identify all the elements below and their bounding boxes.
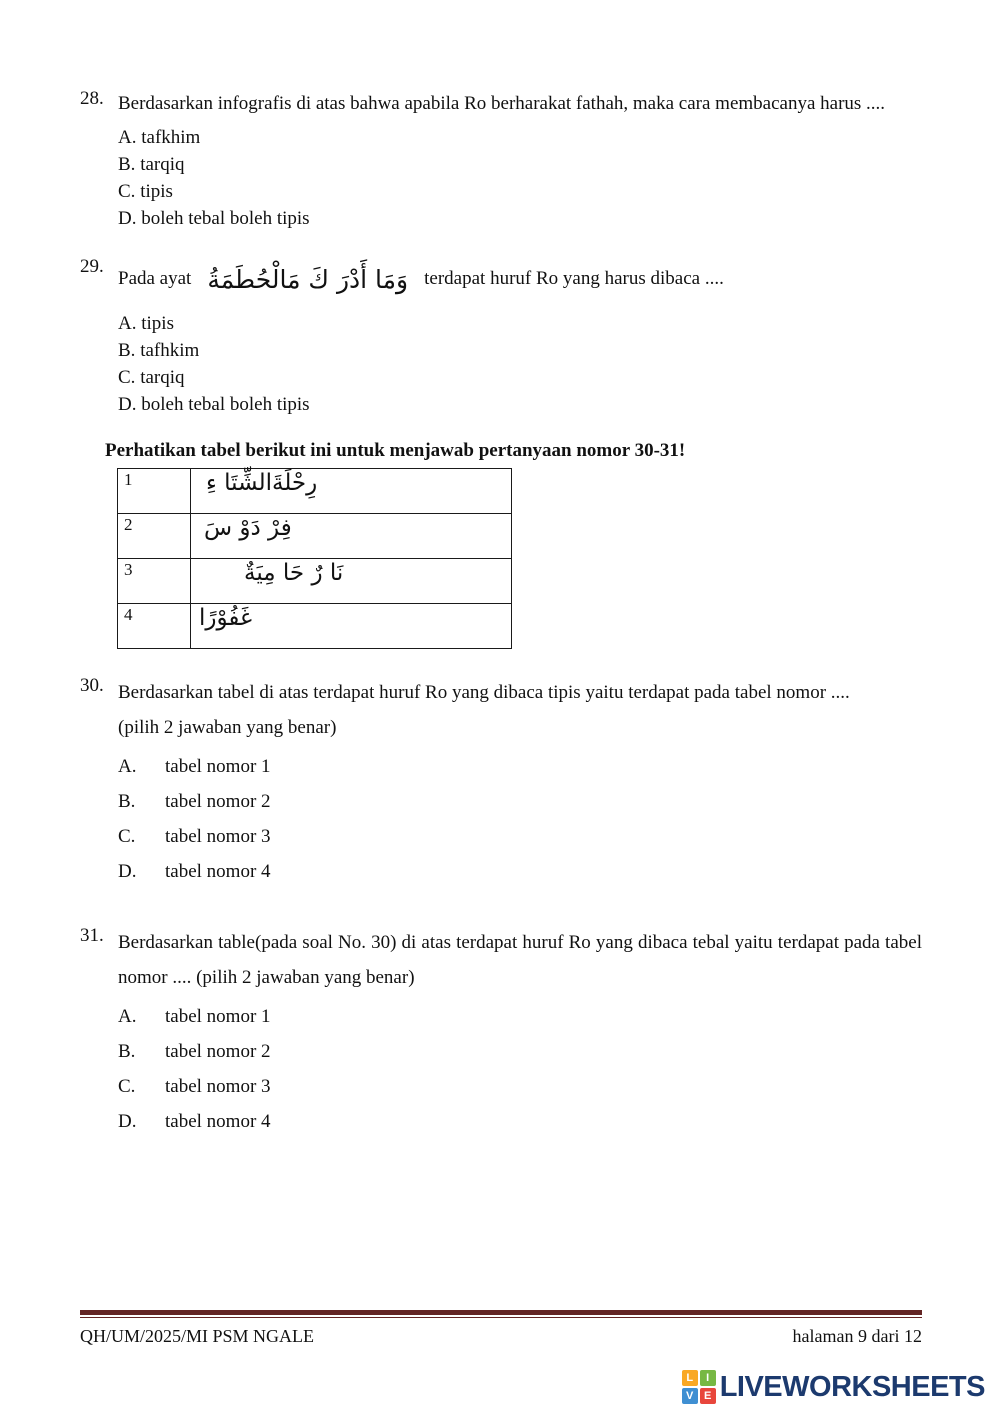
question-text-before: Pada ayat bbox=[118, 268, 192, 289]
arabic-text: غَفُوْرًا bbox=[199, 605, 253, 631]
table-row bbox=[118, 604, 512, 649]
option-letter: C. bbox=[118, 1076, 136, 1097]
arabic-examples-table bbox=[117, 468, 512, 649]
option-label: tabel nomor 3 bbox=[165, 1076, 271, 1097]
page-footer bbox=[80, 1322, 922, 1350]
liveworksheets-logo[interactable] bbox=[682, 1370, 985, 1404]
option-label: tipis bbox=[140, 181, 173, 202]
option-a[interactable] bbox=[118, 749, 922, 784]
option-letter: D. bbox=[118, 394, 137, 415]
question-29 bbox=[80, 256, 922, 418]
logo-square-v: V bbox=[682, 1388, 698, 1404]
option-d[interactable] bbox=[118, 391, 922, 418]
page-number: halaman 9 dari 12 bbox=[792, 1326, 922, 1346]
logo-square-e: E bbox=[700, 1388, 716, 1404]
option-letter: A. bbox=[118, 1006, 137, 1027]
question-31 bbox=[80, 925, 922, 1139]
row-arabic-cell bbox=[191, 559, 512, 604]
liveworksheets-wordmark: LIVEWORKSHEETS bbox=[719, 1370, 985, 1403]
row-number-cell: 3 bbox=[118, 559, 191, 604]
option-b[interactable] bbox=[118, 337, 922, 364]
option-letter: B. bbox=[118, 340, 136, 361]
option-label: tipis bbox=[141, 313, 174, 334]
option-label: tabel nomor 3 bbox=[165, 826, 271, 847]
row-number-cell: 2 bbox=[118, 514, 191, 559]
options-list bbox=[118, 749, 922, 889]
liveworksheets-logo-icon bbox=[682, 1370, 716, 1404]
option-d[interactable] bbox=[118, 205, 922, 232]
option-c[interactable] bbox=[118, 819, 922, 854]
table-row bbox=[118, 514, 512, 559]
option-d[interactable] bbox=[118, 854, 922, 889]
footer-divider-thick-line bbox=[80, 1310, 922, 1315]
question-subtext: (pilih 2 jawaban yang benar) bbox=[118, 717, 337, 738]
footer-divider bbox=[80, 1310, 922, 1318]
document-code: QH/UM/2025/MI PSM NGALE bbox=[80, 1326, 315, 1346]
footer-divider-thin-line bbox=[80, 1317, 922, 1318]
option-b[interactable] bbox=[118, 784, 922, 819]
option-letter: B. bbox=[118, 791, 136, 812]
option-c[interactable] bbox=[118, 364, 922, 391]
option-letter: D. bbox=[118, 861, 137, 882]
row-arabic-cell bbox=[191, 514, 512, 559]
option-label: boleh tebal boleh tipis bbox=[141, 208, 310, 229]
option-label: tarqiq bbox=[140, 367, 185, 388]
question-text bbox=[118, 256, 922, 302]
question-text: Berdasarkan tabel di atas terdapat huruf Ro yang dibaca tipis yaitu terdapat pada tabel nomor .... bbox=[118, 682, 850, 703]
arabic-text: رِحْلَةَالشِّتَا ءِ bbox=[206, 470, 318, 496]
option-letter: A. bbox=[118, 756, 137, 777]
option-letter: D. bbox=[118, 1111, 137, 1132]
option-label: tabel nomor 1 bbox=[165, 756, 271, 777]
options-list bbox=[118, 999, 922, 1139]
option-letter: B. bbox=[118, 154, 136, 175]
row-arabic-cell bbox=[191, 604, 512, 649]
row-arabic-cell bbox=[191, 469, 512, 514]
question-number: 28. bbox=[80, 88, 104, 109]
options-list bbox=[118, 124, 922, 232]
option-letter: A. bbox=[118, 127, 137, 148]
option-label: tabel nomor 2 bbox=[165, 1041, 271, 1062]
question-text: Berdasarkan infografis di atas bahwa apabila Ro berharakat fathah, maka cara membacanya harus .... bbox=[118, 93, 886, 114]
option-label: tabel nomor 1 bbox=[165, 1006, 271, 1027]
arabic-text: فِرْ دَوْ سَ bbox=[204, 515, 292, 541]
option-letter: B. bbox=[118, 1041, 136, 1062]
arabic-text: نَا رٌ حَا مِيَةٌ bbox=[244, 560, 344, 586]
option-a[interactable] bbox=[118, 124, 922, 151]
question-number: 30. bbox=[80, 675, 104, 696]
option-b[interactable] bbox=[118, 151, 922, 178]
question-number: 31. bbox=[80, 925, 104, 946]
question-text-after: terdapat huruf Ro yang harus dibaca .... bbox=[424, 268, 724, 289]
table-instruction-heading: Perhatikan tabel berikut ini untuk menjawab pertanyaan nomor 30-31! bbox=[105, 440, 686, 461]
option-letter: C. bbox=[118, 367, 136, 388]
option-label: tabel nomor 4 bbox=[165, 1111, 271, 1132]
table-row bbox=[118, 469, 512, 514]
question-28 bbox=[80, 88, 922, 232]
option-label: tabel nomor 4 bbox=[165, 861, 271, 882]
option-label: tafkhim bbox=[141, 127, 201, 148]
row-number-cell: 1 bbox=[118, 469, 191, 514]
option-a[interactable] bbox=[118, 999, 922, 1034]
table-row bbox=[118, 559, 512, 604]
logo-square-i: I bbox=[700, 1370, 716, 1386]
options-list bbox=[118, 310, 922, 418]
option-a[interactable] bbox=[118, 310, 922, 337]
arabic-verse: وَمَا أَدْرَ كَ مَالْحُطَمَةُ bbox=[207, 264, 409, 294]
question-30 bbox=[80, 675, 922, 889]
option-letter: D. bbox=[118, 208, 137, 229]
question-number: 29. bbox=[80, 256, 104, 277]
option-d[interactable] bbox=[118, 1104, 922, 1139]
option-letter: C. bbox=[118, 826, 136, 847]
option-label: boleh tebal boleh tipis bbox=[141, 394, 310, 415]
option-b[interactable] bbox=[118, 1034, 922, 1069]
row-number-cell: 4 bbox=[118, 604, 191, 649]
option-c[interactable] bbox=[118, 1069, 922, 1104]
option-label: tafhkim bbox=[140, 340, 200, 361]
option-label: tabel nomor 2 bbox=[165, 791, 271, 812]
question-text: Berdasarkan table(pada soal No. 30) di atas terdapat huruf Ro yang dibaca tebal yaitu terdapat pada tabel nomor .... (pilih 2 jawaban yang benar) bbox=[118, 932, 922, 988]
option-letter: A. bbox=[118, 313, 137, 334]
option-c[interactable] bbox=[118, 178, 922, 205]
logo-square-l: L bbox=[682, 1370, 698, 1386]
option-label: tarqiq bbox=[140, 154, 185, 175]
option-letter: C. bbox=[118, 181, 136, 202]
